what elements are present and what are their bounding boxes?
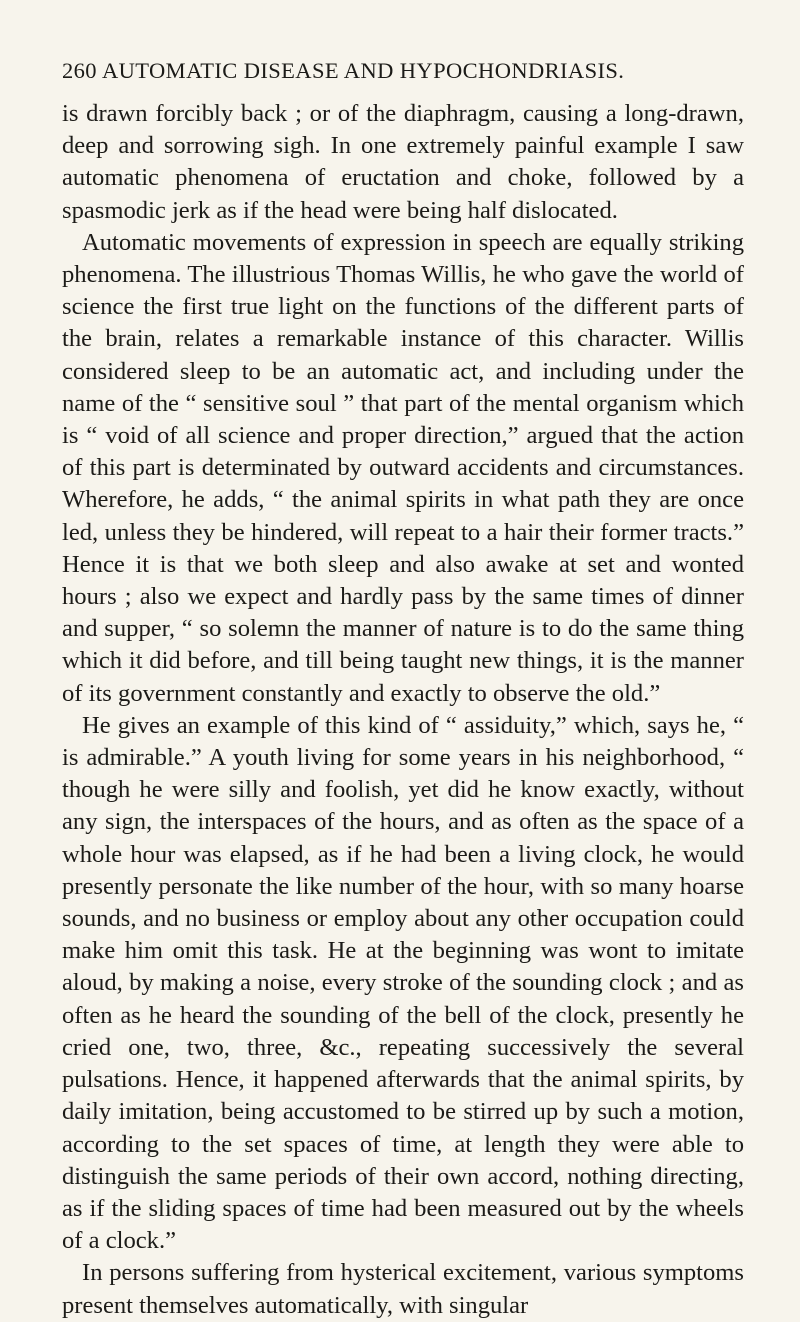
paragraph: is drawn forcibly back ; or of the diaphragm, causing a long-drawn, deep and sorrowing sigh. In one extremely painful example I saw automatic phenomena of eructation and choke, followed by a spasmodic jerk as if the head were being half dislocated. — [62, 100, 744, 224]
paragraph: In persons suffering from hysterical excitement, various symptoms present themselves automatically, with singular — [62, 1259, 744, 1319]
running-title: AUTOMATIC DISEASE AND HYPOCHONDRIASIS. — [102, 58, 625, 83]
body-text — [62, 98, 744, 1322]
running-head — [62, 58, 744, 92]
page-number: 260 — [62, 58, 97, 83]
paragraph: Automatic movements of expression in speech are equally striking phenomena. The illustrious Thomas Willis, he who gave the world of science the first true light on the functions of the different parts of the brain, relates a remarkable instance of this character. Willis considered sleep to be an automatic act, and including under the name of the “ sensitive soul ” that part of the mental organism which is “ void of all science and proper direction,” argued that the action of this part is determinated by outward accidents and circumstances. Wherefore, he adds, “ the animal spirits in what path they are once led, unless they be hindered, will repeat to a hair their former tracts.” Hence it is that we both sleep and also awake at set and wonted hours ; also we expect and hardly pass by the same times of dinner and supper, “ so solemn the manner of nature is to do the same thing which it did before, and till being taught new things, it is the manner of its government constantly and exactly to observe the old.” — [62, 228, 744, 707]
paragraph: He gives an example of this kind of “ assiduity,” which, says he, “ is admirable.” A youth living for some years in his neighborhood, “ though he were silly and foolish, yet did he know exactly, without any sign, the interspaces of the hours, and as often as the space of a whole hour was elapsed, as if he had been a living clock, he would presently personate the like number of the hour, with so many hoarse sounds, and no business or employ about any other occupation could make him omit this task. He at the beginning was wont to imitate aloud, by making a noise, every stroke of the sounding clock ; and as often as he heard the sounding of the bell of the clock, presently he cried one, two, three, &c., repeating successively the several pulsations. Hence, it happened afterwards that the animal spirits, by daily imitation, being accustomed to be stirred up by such a motion, according to the set spaces of time, at length they were able to distinguish the same periods of their own accord, nothing directing, as if the sliding spaces of time had been measured out by the wheels of a clock.” — [62, 711, 744, 1255]
